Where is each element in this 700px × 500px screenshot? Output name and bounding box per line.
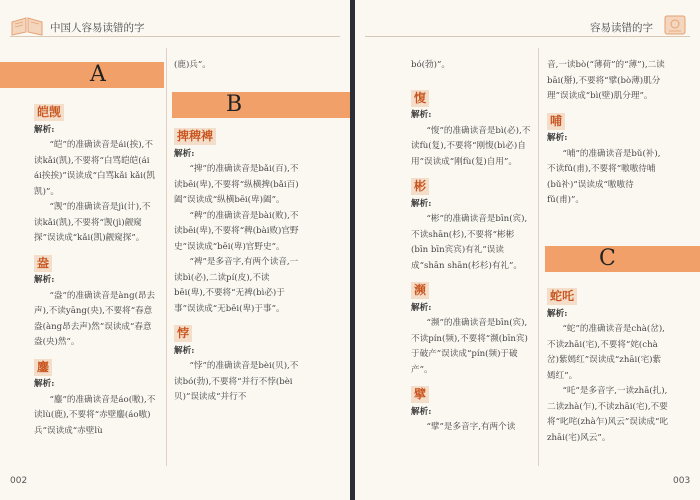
analysis-label: 解析:: [411, 198, 432, 209]
headword: 哺: [547, 113, 565, 130]
left-column-1: [34, 96, 158, 439]
paragraph: “愎”的准确读音是bì(必),不读fù(复),不要将“刚愎(bì必)自用”误读成“刚fù(复)自用”。: [411, 125, 531, 167]
paragraph: “皑”的准确读音是ái(挨),不读kǎi(凯),不要将“白骂皑皑(ái ái挨挨)”误读成“白骂kǎi kǎi(凯凯)”。: [34, 140, 156, 197]
paragraph: “彬”的准确读音是bīn(宾),不读shān(杉),不要将“彬彬(bīn bīn宾宾)有礼”误读成“shān shān(杉杉)有礼”。: [411, 214, 528, 271]
right-column-2: [547, 58, 669, 209]
paragraph: “哺”的准确读音是bǔ(补),不读fǔ(甫),不要将“嗷嗷待哺(bǔ补)”误读成“嗷嗷待fǔ(甫)”。: [547, 148, 661, 205]
analysis-label: 解析:: [411, 406, 432, 417]
analysis-label: 解析:: [34, 379, 55, 389]
headword: 愎: [411, 90, 429, 107]
paragraph: “裨”是多音字,有两个读音,一读bì(必),二读pí(皮),不读bēi(卑),不要将“无裨(bì必)于事”误读成“无bēi(卑)于事”。: [174, 257, 299, 314]
headword: 盎: [34, 255, 52, 272]
entry: [34, 96, 158, 247]
analysis-label: 解析:: [34, 124, 55, 135]
column-divider: [166, 48, 167, 466]
left-column-2-body: [174, 120, 300, 406]
entry: [174, 120, 300, 317]
headword: 鏖: [34, 359, 52, 376]
paragraph: “擘”是多音字,有两个读: [426, 422, 516, 432]
paragraph: “濒”的准确读音是bīn(宾),不读pín(频),不要将“濒(bīn宾)于破产”误读成“pín(频)于破产”。: [411, 318, 528, 375]
section-letter: B: [226, 92, 243, 117]
open-book-icon: [10, 16, 44, 36]
paragraph: “吒”是多音字,一读zhā(扎),二读zhà(乍),不读zhāi(宅),不要将“叱咤(zhà乍)风云”误读成“叱zhāi(宅)风云”。: [547, 386, 669, 443]
column-divider: [538, 48, 539, 466]
entry: [34, 247, 158, 351]
headword: 蛇吒: [547, 288, 577, 305]
entry: [547, 280, 669, 446]
entry: [174, 317, 300, 406]
entry: [411, 274, 531, 378]
section-band-b: [172, 92, 350, 118]
section-band-c: [545, 246, 700, 272]
analysis-label: 解析:: [34, 275, 55, 285]
paragraph: “蛇”的准确读音是chà(岔),不读zhāi(宅),不要将“姹(chà岔)紫嫣红”误读成“zhāi(宅)紫嫣红”。: [547, 324, 665, 381]
right-page: [355, 0, 700, 500]
analysis-label: 解析:: [174, 148, 195, 159]
analysis-label: 解析:: [411, 302, 432, 313]
continued-text: 音,一读bò(“薄荷”的“薄”),二读bāi(掰),不要将“擘(bò薄)肌分理”误读成“bì(壁)肌分理”。: [547, 60, 665, 101]
paragraph: “捭”的准确读音是bǎi(百),不读bēi(卑),不要将“纵横捭(bǎi百)阖”误读成“纵横bēi(卑)阖”。: [174, 164, 299, 205]
header-rule: [10, 36, 340, 37]
paragraph: “稗”的准确读音是bài(败),不读bēi(卑),不要将“稗(bài败)官野史”误读成“bēi(卑)官野史”。: [174, 210, 299, 252]
section-letter: C: [599, 246, 616, 271]
analysis-label: 解析:: [547, 133, 568, 143]
running-title: 容易读错的字: [590, 22, 653, 34]
headword: 悖: [174, 325, 192, 342]
entry: [411, 170, 531, 274]
page-number: 003: [673, 476, 691, 486]
headword: 擘: [411, 386, 429, 403]
left-column-2: [174, 58, 300, 74]
paragraph: “觊”的准确读音是jì(计),不读kǎi(凯),不要将“觊(jì)觎窥探”误读成“kǎi(凯)觎窥探”。: [34, 202, 151, 243]
headword: 濒: [411, 282, 429, 299]
continued-text: (鹿)兵”。: [174, 60, 211, 70]
paragraph: “鏖”的准确读音是áo(嗷),不读lù(鹿),不要将“赤壁鏖(áo嗷)兵”误读成“赤壁lù: [34, 394, 156, 436]
headword: 捭稗裨: [174, 128, 216, 145]
paragraph: “悖”的准确读音是bèi(贝),不读bó(勃),不要将“并行不悖(bèi贝)”误读成“并行不: [174, 361, 299, 402]
section-band-a: [0, 62, 164, 88]
analysis-label: 解析:: [547, 308, 568, 319]
entry: [34, 351, 158, 440]
entry: [411, 378, 531, 436]
page-number: 002: [10, 476, 28, 486]
right-column-2-body: [547, 280, 669, 446]
right-column-1: [411, 58, 531, 436]
paragraph: “盎”的准确读音是àng(昂去声),不读yāng(央),不要将“春意盎(àng昂去声)然”误读成“春意盎(央)然”。: [34, 290, 156, 347]
running-title: 中国人容易读错的字: [50, 22, 145, 34]
bookmark-bell-icon: [661, 14, 689, 36]
analysis-label: 解析:: [411, 110, 432, 120]
headword: 皑觊: [34, 104, 64, 121]
header-rule: [365, 36, 690, 37]
entry: [547, 105, 669, 209]
entry: [411, 82, 531, 171]
section-letter: A: [90, 62, 106, 87]
continued-text: bó(勃)”。: [411, 60, 450, 70]
headword: 彬: [411, 178, 429, 195]
analysis-label: 解析:: [174, 345, 195, 356]
